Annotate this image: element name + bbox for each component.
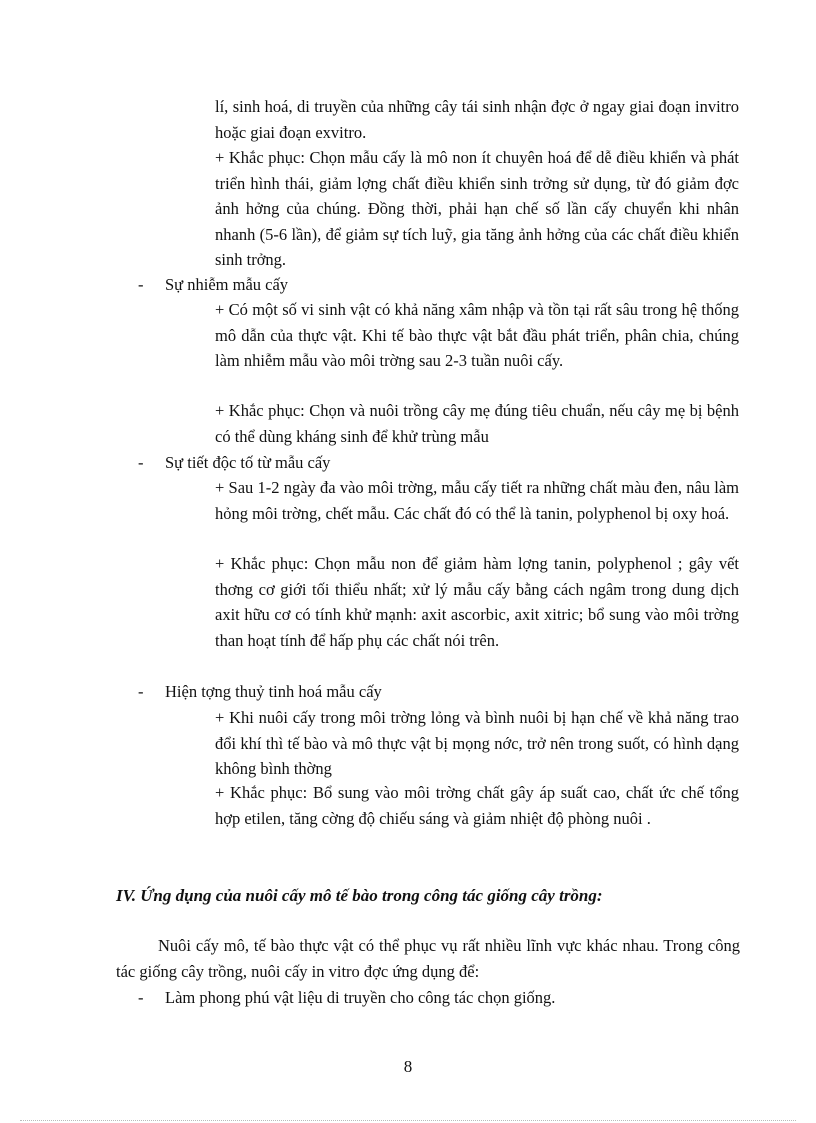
bullet-label: Sự tiết độc tố từ mẫu cấy (165, 453, 331, 472)
paragraph-toxin-effect: + Sau 1-2 ngày đa vào môi trờng, mẫu cấy tiết ra những chất màu đen, nâu làm hỏng môi trờng, chết mẫu. Các chất đó có thể là tanin, polyphenol bị oxy hoá. (215, 478, 739, 523)
paragraph-remedy-1: + Khắc phục: Chọn mẫu cấy là mô non ít chuyên hoá để dễ điều khiển và phát triển hình thái, giảm lợng chất điều khiển sinh trởng sử dụng, từ đó giảm đợc ảnh hởng của chúng. Đồng thời, phải hạn chế số lần cấy chuyển khi nhân nhanh (5-6 lần), để giảm sự tích luỹ, gia tăng ảnh hởng của các chất điều khiển sinh trởng. (215, 148, 739, 269)
bullet-toxin (138, 450, 330, 476)
paragraph-vitrification-effect: + Khi nuôi cấy trong môi trờng lỏng và bình nuôi bị hạn chế về khả năng trao đổi khí thì tế bào và mô thực vật bị mọng nớc, trở nên trong suốt, có hình dạng không bình thờng (215, 708, 739, 778)
bullet-dash: - (138, 988, 144, 1007)
section-heading: IV. Ứng dụng của nuôi cấy mô tế bào trong công tác giống cây trồng: (116, 886, 603, 905)
bullet-label: Sự nhiễm mẫu cấy (165, 275, 289, 294)
paragraph-microbes: + Có một số vi sinh vật có khả năng xâm nhập và tồn tại rất sâu trong hệ thống mô dẫn của thực vật. Khi tế bào thực vật bắt đầu phát triển, phân chia, chúng làm nhiễm mẫu vào môi trờng sau 2-3 tuần nuôi cấy. (215, 300, 739, 370)
bullet-dash: - (138, 453, 144, 472)
bullet-vitrification (138, 679, 382, 705)
paragraph-remedy-4: + Khắc phục: Bổ sung vào môi trờng chất gây áp suất cao, chất ức chế tổng hợp etilen, tăng cờng độ chiếu sáng và giảm nhiệt độ phòng nuôi . (215, 783, 739, 828)
bullet-genetic-material (138, 985, 555, 1011)
paragraph-applications-intro: Nuôi cấy mô, tế bào thực vật có thể phục vụ rất nhiều lĩnh vực khác nhau. Trong công tác giống cây trồng, nuôi cấy in vitro đợc ứng dụng để: (116, 936, 740, 981)
bullet-dash: - (138, 682, 144, 701)
paragraph-physiology: lí, sinh hoá, di truyền của những cây tái sinh nhận đợc ở ngay giai đoạn invitro hoặc giai đoạn exvitro. (215, 97, 739, 142)
bullet-label: Hiện tợng thuỷ tinh hoá mẫu cấy (165, 682, 382, 701)
bullet-dash: - (138, 275, 144, 294)
paragraph-remedy-3: + Khắc phục: Chọn mẫu non để giảm hàm lợng tanin, polyphenol ; gây vết thơng cơ giới tối thiểu nhất; xử lý mẫu cấy bằng cách ngâm trong dung dịch axit hữu cơ có tính khử mạnh: axit ascorbic, axit xitric; bổ sung vào môi trờng than hoạt tính để hấp phụ các chất nói trên. (215, 554, 739, 650)
paragraph-remedy-2: + Khắc phục: Chọn và nuôi trồng cây mẹ đúng tiêu chuẩn, nếu cây mẹ bị bệnh có thể dùng kháng sinh để khử trùng mẫu (215, 401, 739, 446)
bottom-divider (20, 1120, 796, 1121)
page-number: 8 (403, 1057, 413, 1076)
bullet-label: Làm phong phú vật liệu di truyền cho công tác chọn giống. (165, 988, 556, 1007)
bullet-contamination (138, 272, 288, 298)
